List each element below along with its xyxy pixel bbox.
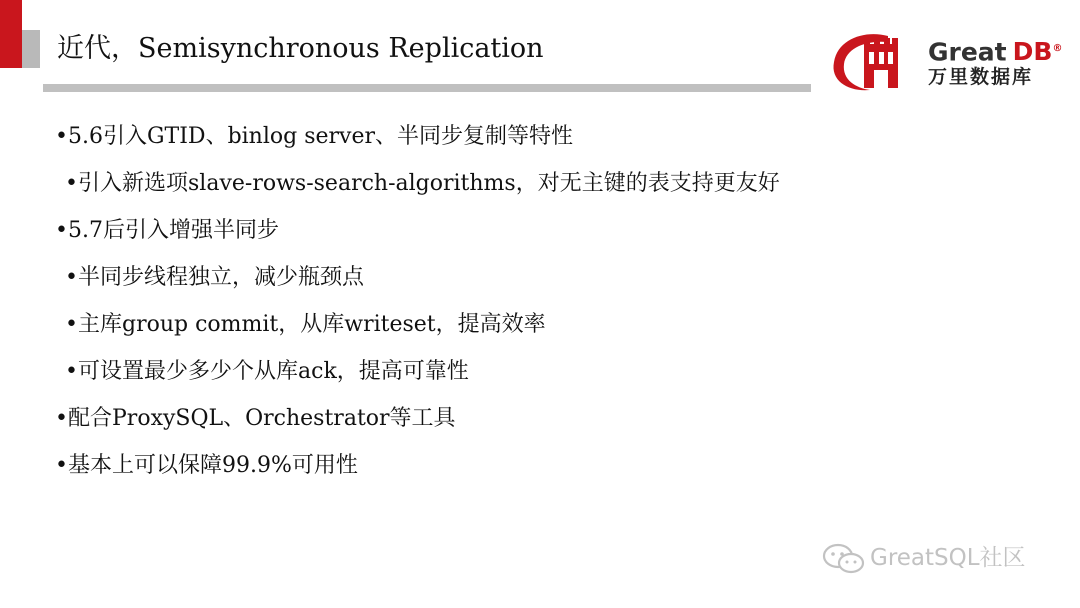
greatdb-logo [826,30,1066,94]
logo-wordmark-cn: 万里数据库 [928,66,1034,88]
title-divider [43,84,811,92]
slide-title: 近代，Semisynchronous Replication [57,33,544,64]
bullet-item-sub: •半同步线程独立，减少瓶颈点 [65,265,365,290]
bullet-item-sub: •引入新选项slave-rows-search-algorithms，对无主键的表支持更友好 [65,171,780,196]
bullet-item: •5.7后引入增强半同步 [55,218,279,243]
accent-bar-gray [22,30,40,68]
watermark: GreatSQL社区 [822,541,1026,575]
bullet-item: •5.6引入GTID、binlog server、半同步复制等特性 [55,124,574,149]
bullet-item: •配合ProxySQL、Orchestrator等工具 [55,406,456,431]
wechat-icon [822,543,866,575]
bullet-item-sub: •主库group commit，从库writeset，提高效率 [65,312,546,337]
accent-bar-red [0,0,22,68]
bullet-item-sub: •可设置最少多少个从库ack，提高可靠性 [65,359,469,384]
bullet-item: •基本上可以保障99.9%可用性 [55,453,358,478]
logo-tower-icon [826,30,924,94]
bullet-list [55,113,780,489]
logo-wordmark-en: Great DB® [928,37,1063,67]
